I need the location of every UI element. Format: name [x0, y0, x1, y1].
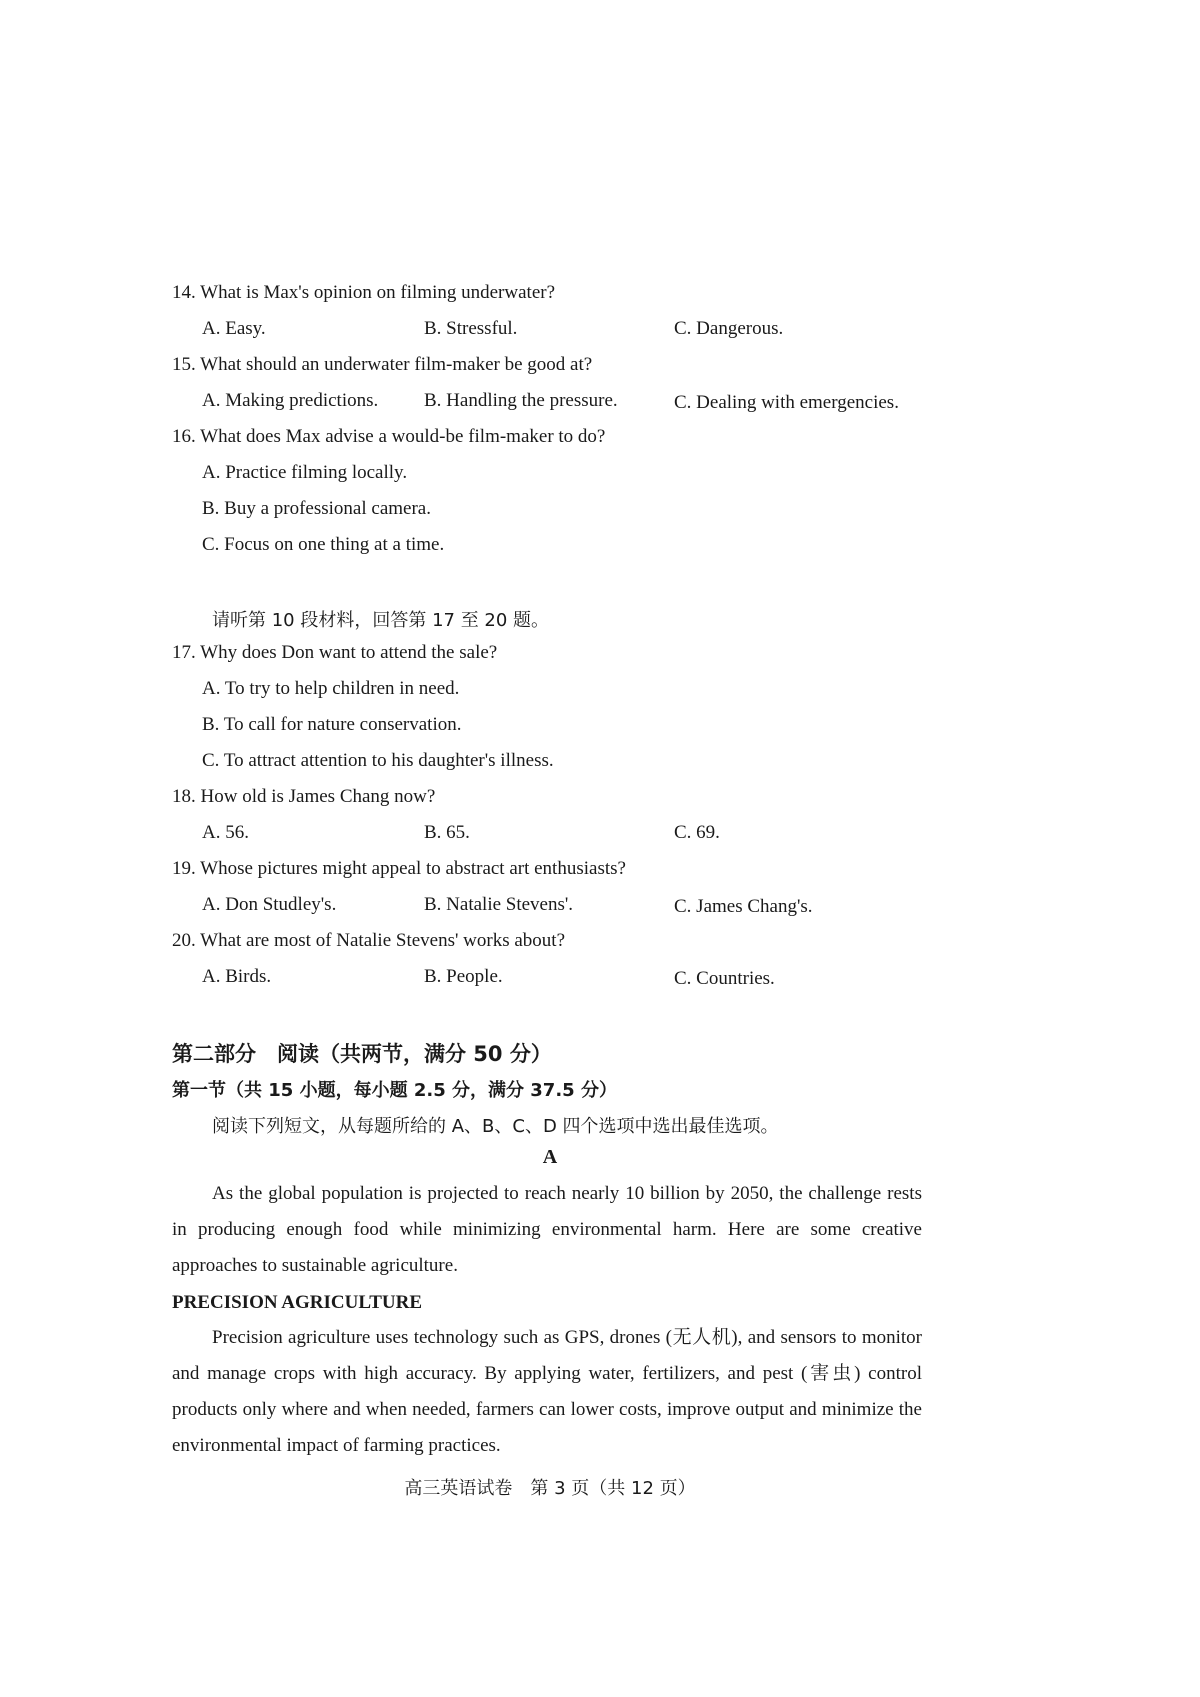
question-16-option-c: C. Focus on one thing at a time. [202, 534, 445, 555]
question-18-stem: 18. How old is James Chang now? [172, 786, 436, 807]
question-16-stem: 16. What does Max advise a would-be film-maker to do? [172, 426, 606, 447]
question-15-stem: 15. What should an underwater film-maker be good at? [172, 354, 593, 375]
passage-intro [172, 1176, 922, 1284]
question-14-option-b: B. Stressful. [424, 318, 518, 339]
question-20-option-c: C. Countries. [674, 968, 775, 989]
section-one-title: 第一节（共 15 小题，每小题 2.5 分，满分 37.5 分） [172, 1080, 617, 1101]
listening-instruction: 请听第 10 段材料，回答第 17 至 20 题。 [212, 610, 550, 631]
passage-intro-text: As the global population is projected to reach nearly 10 billion by 2050, the challenge rests in producing enough food while minimizing environmental harm. Here are some creative approaches to sustainable agriculture. [172, 1183, 922, 1276]
question-17-option-b: B. To call for nature conservation. [202, 714, 462, 735]
question-17-option-a: A. To try to help children in need. [202, 678, 460, 699]
page-footer: 高三英语试卷 第 3 页（共 12 页） [404, 1478, 696, 1499]
question-16-option-b: B. Buy a professional camera. [202, 498, 431, 519]
question-17-stem: 17. Why does Don want to attend the sale? [172, 642, 498, 663]
question-18-option-a: A. 56. [202, 822, 249, 843]
question-19-option-b: B. Natalie Stevens'. [424, 894, 574, 915]
question-19-option-a: A. Don Studley's. [202, 894, 337, 915]
passage-letter: A [542, 1146, 558, 1168]
question-17-option-c: C. To attract attention to his daughter's illness. [202, 750, 554, 771]
question-19-option-c: C. James Chang's. [674, 896, 813, 917]
question-20-option-a: A. Birds. [202, 966, 272, 987]
question-14-option-a: A. Easy. [202, 318, 266, 339]
question-14-option-c: C. Dangerous. [674, 318, 784, 339]
question-18-option-b: B. 65. [424, 822, 470, 843]
question-19-stem: 19. Whose pictures might appeal to abstract art enthusiasts? [172, 858, 626, 879]
question-15-option-b: B. Handling the pressure. [424, 390, 618, 411]
question-15-option-a: A. Making predictions. [202, 390, 379, 411]
question-18-option-c: C. 69. [674, 822, 720, 843]
question-16-option-a: A. Practice filming locally. [202, 462, 408, 483]
passage-body-text: Precision agriculture uses technology such as GPS, drones (无人机), and sensors to monitor and manage crops with high accuracy. By applying water, fertilizers, and pest (害虫) control products only where and when needed, farmers can lower costs, improve output and minimize the environmental impact of farming practices. [172, 1327, 922, 1456]
question-14-stem: 14. What is Max's opinion on filming underwater? [172, 282, 556, 303]
reading-instruction: 阅读下列短文，从每题所给的 A、B、C、D 四个选项中选出最佳选项。 [212, 1116, 779, 1137]
passage-body [172, 1320, 922, 1464]
section-heading: PRECISION AGRICULTURE [172, 1292, 423, 1313]
question-15-option-c: C. Dealing with emergencies. [674, 392, 899, 413]
question-20-option-b: B. People. [424, 966, 503, 987]
question-20-stem: 20. What are most of Natalie Stevens' works about? [172, 930, 565, 951]
part-two-title: 第二部分 阅读（共两节，满分 50 分） [172, 1042, 552, 1066]
